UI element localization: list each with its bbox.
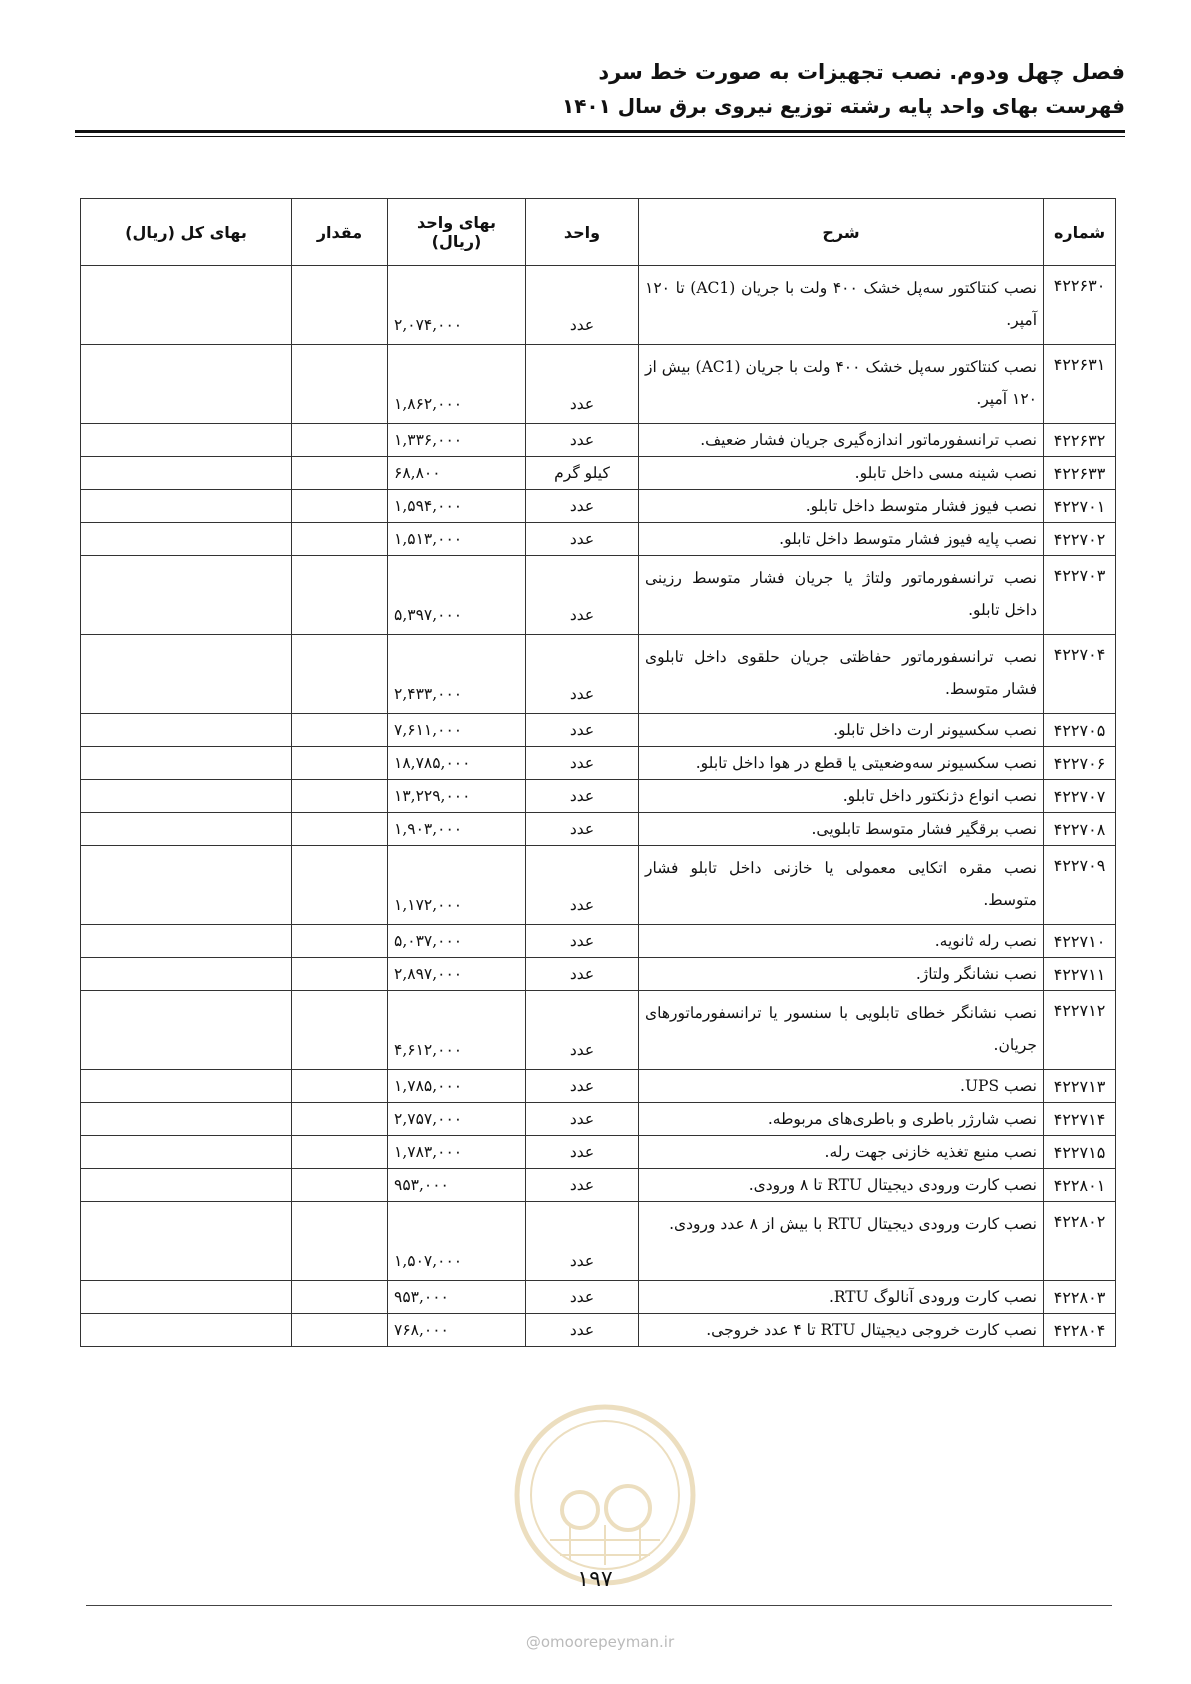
- item-quantity: [292, 345, 388, 424]
- item-total-price: [81, 925, 292, 958]
- item-total-price: [81, 991, 292, 1070]
- item-code: ۴۲۲۷۰۹: [1044, 846, 1116, 925]
- item-quantity: [292, 747, 388, 780]
- table-row: [81, 266, 1116, 345]
- item-total-price: [81, 958, 292, 991]
- footer-rule: [86, 1605, 1112, 1606]
- item-code: ۴۲۲۷۱۳: [1044, 1070, 1116, 1103]
- item-quantity: [292, 556, 388, 635]
- item-unit: عدد: [526, 635, 639, 714]
- price-table: [80, 198, 1116, 1347]
- item-code: ۴۲۲۷۰۳: [1044, 556, 1116, 635]
- item-description: نصب پایه فیوز فشار متوسط داخل تابلو.: [639, 523, 1044, 556]
- item-code: ۴۲۲۸۰۲: [1044, 1202, 1116, 1281]
- item-code: ۴۲۲۶۳۱: [1044, 345, 1116, 424]
- item-unit: عدد: [526, 813, 639, 846]
- item-total-price: [81, 714, 292, 747]
- item-unit: عدد: [526, 747, 639, 780]
- item-description: نصب نشانگر ولتاژ.: [639, 958, 1044, 991]
- item-unit-price: ۱,۵۹۴,۰۰۰: [388, 490, 526, 523]
- item-unit-price: ۱,۸۶۲,۰۰۰: [388, 345, 526, 424]
- item-quantity: [292, 1070, 388, 1103]
- col-header-total: بهای کل (ریال): [81, 199, 292, 266]
- item-unit-price: ۴,۶۱۲,۰۰۰: [388, 991, 526, 1070]
- item-unit-price: ۶۸,۸۰۰: [388, 457, 526, 490]
- item-description: نصب ترانسفورماتور ولتاژ یا جریان فشار متوسط رزینی داخل تابلو.: [639, 556, 1044, 635]
- publisher-seal-watermark: [510, 1400, 700, 1590]
- item-total-price: [81, 1070, 292, 1103]
- item-total-price: [81, 635, 292, 714]
- item-description: نصب رله ثانویه.: [639, 925, 1044, 958]
- item-unit-price: ۲,۰۷۴,۰۰۰: [388, 266, 526, 345]
- item-code: ۴۲۲۷۱۱: [1044, 958, 1116, 991]
- col-header-unit-price: بهای واحد (ریال): [388, 199, 526, 266]
- item-unit: عدد: [526, 714, 639, 747]
- item-description: نصب سکسیونر سه‌وضعیتی یا قطع در هوا داخل تابلو.: [639, 747, 1044, 780]
- col-header-unit: واحد: [526, 199, 639, 266]
- item-total-price: [81, 457, 292, 490]
- item-unit-price: ۱,۱۷۲,۰۰۰: [388, 846, 526, 925]
- item-code: ۴۲۲۷۰۵: [1044, 714, 1116, 747]
- item-unit-price: ۱,۵۱۳,۰۰۰: [388, 523, 526, 556]
- item-quantity: [292, 991, 388, 1070]
- table-row: [81, 1103, 1116, 1136]
- item-quantity: [292, 714, 388, 747]
- item-code: ۴۲۲۷۰۲: [1044, 523, 1116, 556]
- item-unit-price: ۲,۸۹۷,۰۰۰: [388, 958, 526, 991]
- table-row: [81, 1070, 1116, 1103]
- item-quantity: [292, 1281, 388, 1314]
- table-row: [81, 1202, 1116, 1281]
- item-quantity: [292, 846, 388, 925]
- item-description: نصب کارت ورودی دیجیتال RTU تا ۸ ورودی.: [639, 1169, 1044, 1202]
- item-description: نصب شینه مسی داخل تابلو.: [639, 457, 1044, 490]
- table-row: [81, 1169, 1116, 1202]
- item-description: نصب کنتاکتور سه‌پل خشک ۴۰۰ ولت با جریان (AC1) بیش از ۱۲۰ آمپر.: [639, 345, 1044, 424]
- item-unit: عدد: [526, 1070, 639, 1103]
- table-row: [81, 1136, 1116, 1169]
- item-unit: کیلو گرم: [526, 457, 639, 490]
- item-description: نصب شارژر باطری و باطری‌های مربوطه.: [639, 1103, 1044, 1136]
- item-description: نصب فیوز فشار متوسط داخل تابلو.: [639, 490, 1044, 523]
- table-row: [81, 958, 1116, 991]
- item-unit-price: ۱,۷۸۵,۰۰۰: [388, 1070, 526, 1103]
- item-total-price: [81, 1169, 292, 1202]
- item-unit: عدد: [526, 266, 639, 345]
- item-code: ۴۲۲۸۰۳: [1044, 1281, 1116, 1314]
- item-unit-price: ۱۳,۲۲۹,۰۰۰: [388, 780, 526, 813]
- item-quantity: [292, 1202, 388, 1281]
- item-unit: عدد: [526, 523, 639, 556]
- table-row: [81, 556, 1116, 635]
- item-total-price: [81, 345, 292, 424]
- item-quantity: [292, 1169, 388, 1202]
- item-total-price: [81, 1202, 292, 1281]
- item-unit-price: ۱۸,۷۸۵,۰۰۰: [388, 747, 526, 780]
- item-unit: عدد: [526, 780, 639, 813]
- item-description: نصب برقگیر فشار متوسط تابلویی.: [639, 813, 1044, 846]
- item-total-price: [81, 266, 292, 345]
- item-description: نصب کارت ورودی دیجیتال RTU با بیش از ۸ عدد ورودی.: [639, 1202, 1044, 1281]
- table-row: [81, 925, 1116, 958]
- item-total-price: [81, 747, 292, 780]
- item-code: ۴۲۲۷۰۸: [1044, 813, 1116, 846]
- item-total-price: [81, 1314, 292, 1347]
- item-quantity: [292, 1314, 388, 1347]
- table-row: [81, 714, 1116, 747]
- item-unit-price: ۵,۰۳۷,۰۰۰: [388, 925, 526, 958]
- item-unit-price: ۱,۹۰۳,۰۰۰: [388, 813, 526, 846]
- table-row: [81, 813, 1116, 846]
- item-quantity: [292, 457, 388, 490]
- item-code: ۴۲۲۷۰۴: [1044, 635, 1116, 714]
- item-unit: عدد: [526, 846, 639, 925]
- page-header: [75, 55, 1125, 123]
- item-description: نصب مقره اتکایی معمولی یا خازنی داخل تابلو فشار متوسط.: [639, 846, 1044, 925]
- item-code: ۴۲۲۷۰۶: [1044, 747, 1116, 780]
- item-code: ۴۲۲۷۱۵: [1044, 1136, 1116, 1169]
- item-total-price: [81, 1103, 292, 1136]
- item-code: ۴۲۲۶۳۳: [1044, 457, 1116, 490]
- item-quantity: [292, 958, 388, 991]
- item-quantity: [292, 813, 388, 846]
- item-unit-price: ۹۵۳,۰۰۰: [388, 1281, 526, 1314]
- item-code: ۴۲۲۸۰۱: [1044, 1169, 1116, 1202]
- item-unit-price: ۱,۵۰۷,۰۰۰: [388, 1202, 526, 1281]
- item-quantity: [292, 635, 388, 714]
- item-code: ۴۲۲۷۱۲: [1044, 991, 1116, 1070]
- table-row: [81, 635, 1116, 714]
- item-total-price: [81, 1136, 292, 1169]
- table-row: [81, 424, 1116, 457]
- table-row: [81, 490, 1116, 523]
- table-header-row: [81, 199, 1116, 266]
- item-description: نصب سکسیونر ارت داخل تابلو.: [639, 714, 1044, 747]
- item-code: ۴۲۲۸۰۴: [1044, 1314, 1116, 1347]
- item-code: ۴۲۲۷۰۷: [1044, 780, 1116, 813]
- item-unit-price: ۹۵۳,۰۰۰: [388, 1169, 526, 1202]
- item-total-price: [81, 846, 292, 925]
- item-total-price: [81, 813, 292, 846]
- item-description: نصب کارت ورودی آنالوگ RTU.: [639, 1281, 1044, 1314]
- item-quantity: [292, 424, 388, 457]
- item-code: ۴۲۲۷۰۱: [1044, 490, 1116, 523]
- item-code: ۴۲۲۶۳۲: [1044, 424, 1116, 457]
- table-row: [81, 457, 1116, 490]
- item-quantity: [292, 780, 388, 813]
- header-rule-thin: [75, 136, 1125, 137]
- item-unit: عدد: [526, 1314, 639, 1347]
- item-unit: عدد: [526, 1103, 639, 1136]
- item-total-price: [81, 556, 292, 635]
- item-description: نصب UPS.: [639, 1070, 1044, 1103]
- item-unit-price: ۱,۳۳۶,۰۰۰: [388, 424, 526, 457]
- site-watermark: @omoorepeyman.ir: [525, 1633, 675, 1651]
- item-description: نصب انواع دژنکتور داخل تابلو.: [639, 780, 1044, 813]
- item-quantity: [292, 523, 388, 556]
- item-unit: عدد: [526, 925, 639, 958]
- item-code: ۴۲۲۷۱۰: [1044, 925, 1116, 958]
- item-total-price: [81, 1281, 292, 1314]
- item-unit: عدد: [526, 1169, 639, 1202]
- table-row: [81, 991, 1116, 1070]
- col-header-qty: مقدار: [292, 199, 388, 266]
- list-title: فهرست بهای واحد پایه رشته توزیع نیروی برق سال ۱۴۰۱: [562, 94, 1125, 118]
- item-total-price: [81, 490, 292, 523]
- item-quantity: [292, 266, 388, 345]
- table-row: [81, 846, 1116, 925]
- item-code: ۴۲۲۷۱۴: [1044, 1103, 1116, 1136]
- item-description: نصب کارت خروجی دیجیتال RTU تا ۴ عدد خروجی.: [639, 1314, 1044, 1347]
- item-unit: عدد: [526, 958, 639, 991]
- item-unit-price: ۷۶۸,۰۰۰: [388, 1314, 526, 1347]
- item-unit: عدد: [526, 490, 639, 523]
- item-unit: عدد: [526, 345, 639, 424]
- item-quantity: [292, 1103, 388, 1136]
- table-row: [81, 780, 1116, 813]
- item-code: ۴۲۲۶۳۰: [1044, 266, 1116, 345]
- table-row: [81, 747, 1116, 780]
- item-description: نصب منبع تغذیه خازنی جهت رله.: [639, 1136, 1044, 1169]
- page-number: ۱۹۷: [577, 1567, 613, 1592]
- item-unit: عدد: [526, 1281, 639, 1314]
- item-unit-price: ۷,۶۱۱,۰۰۰: [388, 714, 526, 747]
- item-unit: عدد: [526, 991, 639, 1070]
- item-total-price: [81, 523, 292, 556]
- item-unit: عدد: [526, 1136, 639, 1169]
- table-row: [81, 523, 1116, 556]
- item-description: نصب نشانگر خطای تابلویی با سنسور یا ترانسفورماتورهای جریان.: [639, 991, 1044, 1070]
- item-unit: عدد: [526, 424, 639, 457]
- item-quantity: [292, 1136, 388, 1169]
- item-description: نصب کنتاکتور سه‌پل خشک ۴۰۰ ولت با جریان (AC1) تا ۱۲۰ آمپر.: [639, 266, 1044, 345]
- table-row: [81, 1281, 1116, 1314]
- table-row: [81, 1314, 1116, 1347]
- item-unit-price: ۲,۷۵۷,۰۰۰: [388, 1103, 526, 1136]
- item-unit: عدد: [526, 1202, 639, 1281]
- item-unit-price: ۱,۷۸۳,۰۰۰: [388, 1136, 526, 1169]
- col-header-code: شماره: [1044, 199, 1116, 266]
- col-header-desc: شرح: [639, 199, 1044, 266]
- item-quantity: [292, 925, 388, 958]
- item-total-price: [81, 780, 292, 813]
- chapter-title: فصل چهل ودوم. نصب تجهیزات به صورت خط سرد: [598, 60, 1125, 84]
- header-rule-thick: [75, 130, 1125, 133]
- table-row: [81, 345, 1116, 424]
- item-description: نصب ترانسفورماتور اندازه‌گیری جریان فشار ضعیف.: [639, 424, 1044, 457]
- item-unit: عدد: [526, 556, 639, 635]
- item-quantity: [292, 490, 388, 523]
- item-total-price: [81, 424, 292, 457]
- item-description: نصب ترانسفورماتور حفاظتی جریان حلقوی داخل تابلوی فشار متوسط.: [639, 635, 1044, 714]
- item-unit-price: ۲,۴۳۳,۰۰۰: [388, 635, 526, 714]
- item-unit-price: ۵,۳۹۷,۰۰۰: [388, 556, 526, 635]
